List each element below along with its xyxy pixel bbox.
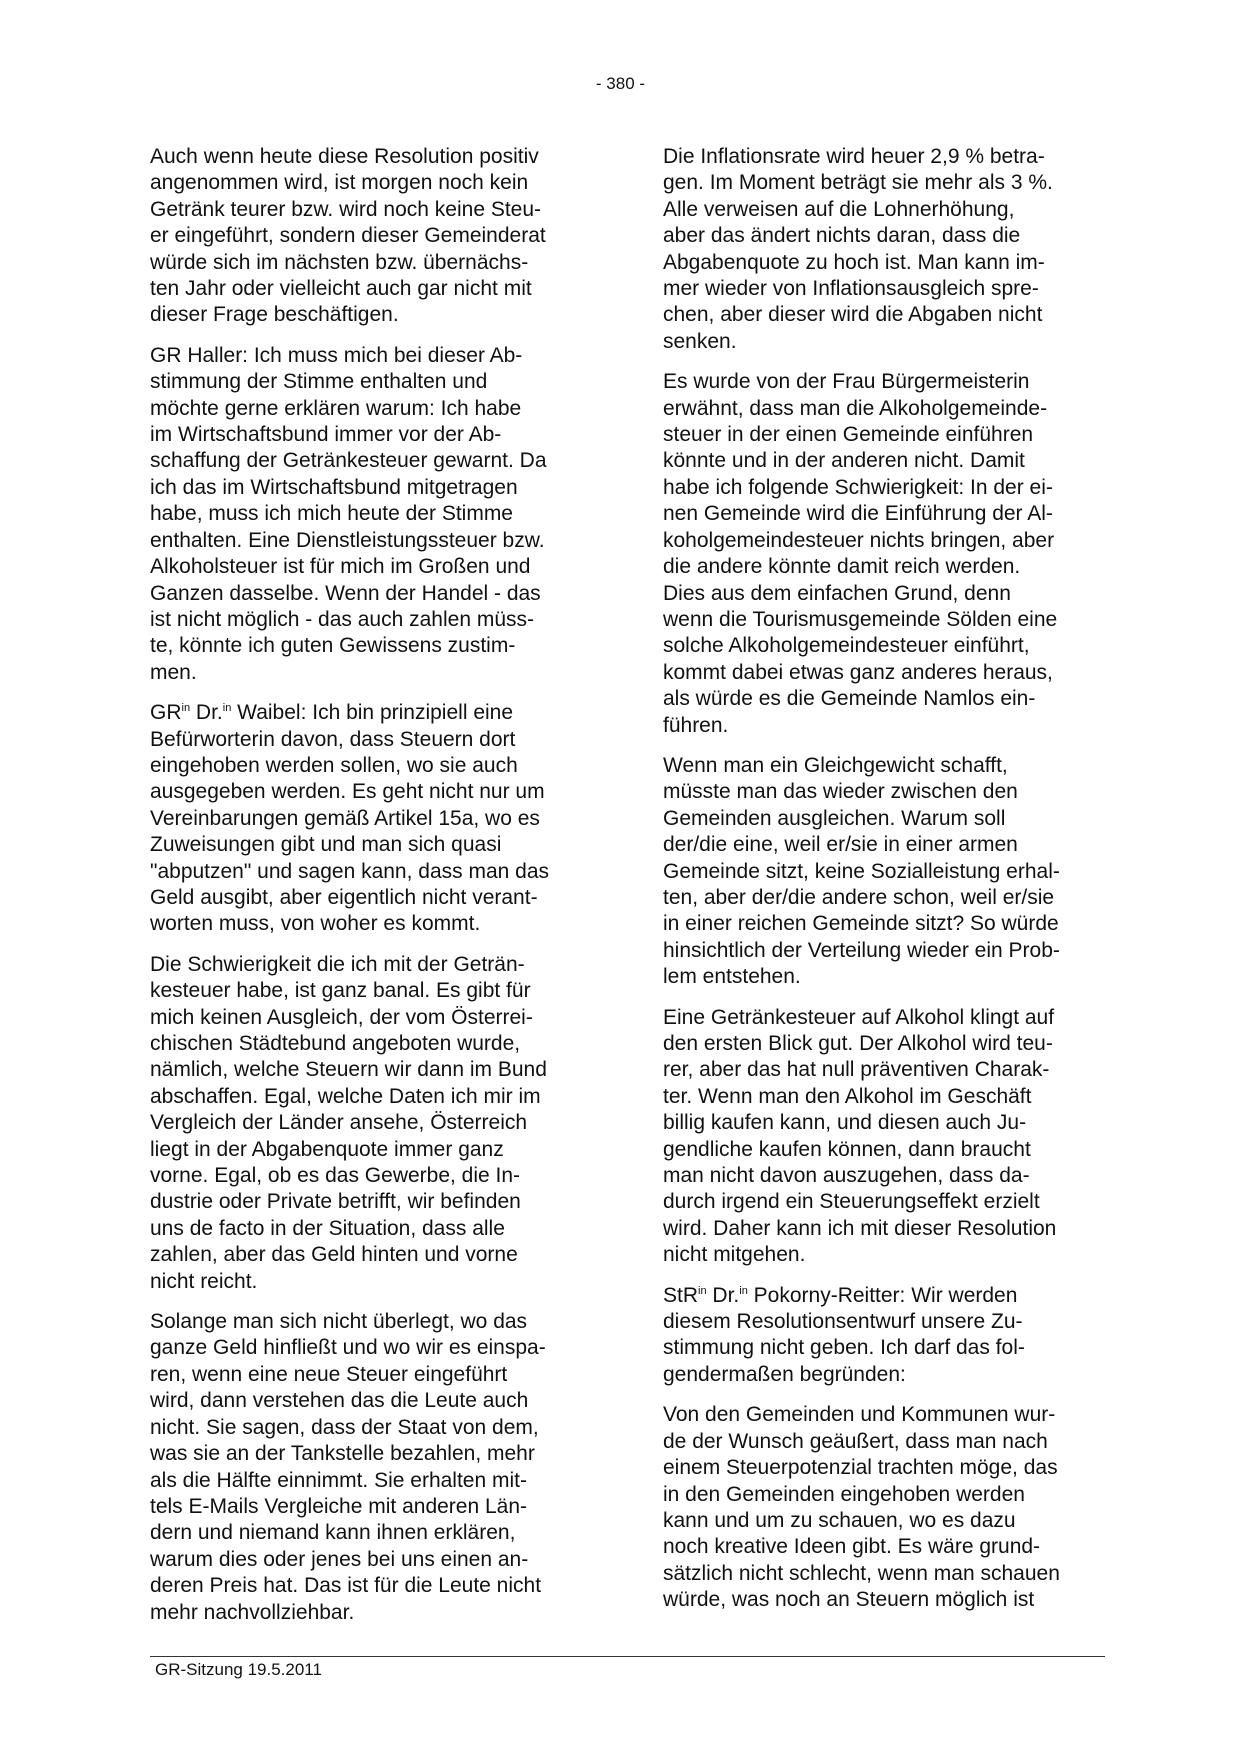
text-line: Eine Getränkesteuer auf Alkohol klingt auf (663, 1005, 1055, 1029)
text-line: kesteuer habe, ist ganz banal. Es gibt für (150, 979, 531, 1003)
paragraph (663, 369, 1123, 739)
footer-divider (150, 1656, 1105, 1657)
text-line: würde, was noch an Steuern möglich ist (663, 1588, 1035, 1612)
text-line: eingehoben werden sollen, wo sie auch (150, 753, 518, 777)
text-line: Es wurde von der Frau Bürgermeisterin (663, 370, 1030, 394)
text-line: chischen Städtebund angeboten wurde, (150, 1032, 521, 1055)
text-line: nicht mitgehen. (663, 1243, 806, 1267)
text-line: in den Gemeinden eingehoben werden (663, 1482, 1025, 1506)
text-line: lem entstehen. (663, 965, 801, 989)
text-line: mich keinen Ausgleich, der vom Österrei- (150, 1005, 533, 1029)
text-line: solche Alkoholgemeindesteuer einführt, (663, 634, 1030, 658)
text-line: Die Schwierigkeit die ich mit der Geträn- (150, 952, 525, 976)
text-line: nen Gemeinde wird die Einführung der Al- (663, 502, 1053, 526)
text-line: Gemeinden ausgleichen. Warum soll (663, 806, 1006, 830)
degree-suffix: in (739, 1284, 748, 1297)
paragraph (663, 753, 1123, 991)
text-line: in einer reichen Gemeinde sitzt? So würde (663, 912, 1059, 936)
text-line: ren, wenn eine neue Steuer eingeführt (150, 1362, 508, 1386)
text-line: kommt dabei etwas ganz anderes heraus, (663, 660, 1053, 684)
paragraph (663, 144, 1123, 355)
text-line: abschaffen. Egal, welche Daten ich mir im (150, 1084, 541, 1108)
line-text: Wir werden (905, 1283, 1018, 1307)
text-line: ten Jahr oder vielleicht auch gar nicht mit (150, 277, 532, 301)
text-line: Ganzen dasselbe. Wenn der Handel - das (150, 581, 541, 605)
text-line: de der Wunsch geäußert, dass man nach (663, 1429, 1048, 1453)
text-line: "abputzen" und sagen kann, dass man das (150, 859, 550, 883)
speaker-title: StR (663, 1283, 699, 1307)
text-line: ausgegeben werden. Es geht nicht nur um (150, 780, 545, 804)
text-line: man nicht davon auszugehen, dass da- (663, 1164, 1030, 1188)
text-line: dern und niemand kann ihnen erklären, (150, 1521, 516, 1545)
text-line: Befürworterin davon, dass Steuern dort (150, 727, 516, 751)
text-line: Vereinbarungen gemäß Artikel 15a, wo es (150, 806, 540, 830)
paragraph (663, 1005, 1123, 1269)
speaker-degree: Dr. (712, 1283, 740, 1307)
text-line: Abgabenquote zu hoch ist. Man kann im- (663, 250, 1045, 274)
text-line: Vergleich der Länder ansehe, Österreich (150, 1111, 528, 1135)
page-number: - 380 - (595, 74, 646, 93)
text-line: stimmung nicht geben. Ich darf das fol- (663, 1336, 1025, 1360)
paragraph (150, 1309, 610, 1626)
footer-text: GR-Sitzung 19.5.2011 (155, 1660, 322, 1679)
text-line: sätzlich nicht schlecht, wenn man schauen (663, 1561, 1060, 1585)
text-line: Von den Gemeinden und Kommunen wur- (663, 1403, 1056, 1427)
text-line: müsste man das wieder zwischen den (663, 780, 1018, 804)
text-line: wird. Daher kann ich mit dieser Resolution (663, 1216, 1057, 1240)
right-column (663, 144, 1123, 1628)
text-line: führen. (663, 713, 729, 737)
text-line: gendliche kaufen können, dann braucht (663, 1137, 1031, 1161)
text-line: als die Hälfte einnimmt. Sie erhalten mit- (150, 1468, 527, 1492)
text-line: zahlen, aber das Geld hinten und vorne (150, 1243, 518, 1267)
text-line: liegt in der Abgabenquote immer ganz (150, 1137, 504, 1161)
text-line: ter. Wenn man den Alkohol im Geschäft (663, 1084, 1032, 1108)
text-line: der/die eine, weil er/sie in einer armen (663, 833, 1018, 857)
text-line: wird, dann verstehen das die Leute auch (150, 1389, 529, 1413)
text-line: schaffung der Getränkesteuer gewarnt. Da (150, 449, 547, 473)
text-line: Solange man sich nicht überlegt, wo das (150, 1310, 528, 1334)
text-line: senken. (663, 329, 737, 353)
text-line: ten, aber der/die andere schon, weil er/sie (663, 885, 1055, 909)
text-line: Geld ausgibt, aber eigentlich nicht verant- (150, 885, 538, 909)
text-line: was sie an der Tankstelle bezahlen, mehr (150, 1442, 535, 1466)
text-line: dustrie oder Private betrifft, wir befinden (150, 1190, 521, 1214)
text-line: nicht. Sie sagen, dass der Staat von dem, (150, 1415, 539, 1439)
text-line: Auch wenn heute diese Resolution positiv (150, 145, 539, 168)
text-line: könnte und in der anderen nicht. Damit (663, 449, 1025, 473)
paragraph (150, 343, 610, 686)
text-line (663, 1283, 1123, 1309)
speaker-name: Pokorny-Reitter: (753, 1283, 906, 1307)
text-line: erwähnt, dass man die Alkoholgemeinde- (663, 396, 1048, 420)
text-line: aber das ändert nichts daran, dass die (663, 224, 1021, 248)
text-line: Getränk teurer bzw. wird noch keine Steu- (150, 197, 542, 221)
text-line (150, 700, 610, 726)
text-line: Alkoholsteuer ist für mich im Großen und (150, 555, 531, 579)
text-line: habe, muss ich mich heute der Stimme (150, 502, 513, 526)
paragraph (150, 952, 610, 1295)
text-line: er eingeführt, sondern dieser Gemeinderat (150, 224, 546, 248)
left-column (150, 144, 610, 1640)
line-text: Ich bin prinzipiell eine (306, 701, 514, 725)
title-suffix: in (698, 1284, 707, 1297)
text-line: Zuweisungen gibt und man sich quasi (150, 833, 502, 857)
text-line: Gemeinde sitzt, keine Sozialleistung erhal- (663, 859, 1060, 883)
text-line: men. (150, 660, 197, 684)
text-line: gen. Im Moment beträgt sie mehr als 3 %. (663, 171, 1053, 195)
text-line: enthalten. Eine Dienstleistungssteuer bzw. (150, 528, 545, 552)
text-line: ich das im Wirtschaftsbund mitgetragen (150, 475, 518, 499)
text-line: einem Steuerpotenzial trachten möge, das (663, 1456, 1058, 1480)
text-line: ist nicht möglich - das auch zahlen müss- (150, 607, 534, 631)
speaker-name: Waibel: (237, 701, 307, 725)
paragraph (663, 1402, 1123, 1613)
text-line: rer, aber das hat null präventiven Charak- (663, 1058, 1050, 1082)
text-line: billig kaufen kann, und diesen auch Ju- (663, 1111, 1027, 1135)
text-line: im Wirtschaftsbund immer vor der Ab- (150, 423, 502, 447)
text-line: uns de facto in der Situation, dass alle (150, 1216, 505, 1240)
text-line: Dies aus dem einfachen Grund, denn (663, 581, 1011, 605)
text-line: wenn die Tourismusgemeinde Sölden eine (663, 607, 1058, 631)
paragraph (663, 1283, 1123, 1389)
speaker-degree: Dr. (195, 701, 223, 725)
degree-suffix: in (222, 702, 232, 715)
text-line: diesem Resolutionsentwurf unsere Zu- (663, 1310, 1023, 1334)
text-line: koholgemeindesteuer nichts bringen, aber (663, 528, 1055, 552)
text-line: hinsichtlich der Verteilung wieder ein Prob- (663, 938, 1060, 962)
text-line: gendermaßen begründen: (663, 1362, 906, 1386)
speaker-title: GR (150, 701, 182, 725)
text-line: nämlich, welche Steuern wir dann im Bund (150, 1058, 547, 1082)
text-line: möchte gerne erklären warum: Ich habe (150, 396, 522, 420)
text-line: te, könnte ich guten Gewissens zustim- (150, 634, 516, 658)
text-line: stimmung der Stimme enthalten und (150, 370, 488, 394)
text-line: steuer in der einen Gemeinde einführen (663, 423, 1034, 447)
text-line: mer wieder von Inflationsausgleich spre- (663, 277, 1039, 301)
text-line: kann und um zu schauen, wo es dazu (663, 1508, 1016, 1532)
text-line: dieser Frage beschäftigen. (150, 303, 399, 327)
text-line: noch kreative Ideen gibt. Es wäre grund- (663, 1535, 1041, 1559)
paragraph (150, 700, 610, 938)
text-line: tels E-Mails Vergleiche mit anderen Län- (150, 1494, 528, 1518)
text-line: worten muss, von woher es kommt. (150, 912, 481, 936)
text-line: vorne. Egal, ob es das Gewerbe, die In- (150, 1164, 521, 1188)
text-line: deren Preis hat. Das ist für die Leute nicht (150, 1574, 542, 1598)
text-line: würde sich im nächsten bzw. übernächs- (150, 250, 529, 274)
title-suffix: in (181, 702, 191, 715)
text-line: als würde es die Gemeinde Namlos ein- (663, 687, 1036, 711)
paragraph (150, 144, 610, 329)
text-line: angenommen wird, ist morgen noch kein (150, 171, 529, 195)
text-line: ganze Geld hinfließt und wo wir es einspa- (150, 1336, 546, 1360)
text-line: Wenn man ein Gleichgewicht schafft, (663, 753, 1008, 777)
text-line: GR Haller: Ich muss mich bei dieser Ab- (150, 343, 523, 367)
text-line: habe ich folgende Schwierigkeit: In der ei- (663, 475, 1053, 499)
text-line: warum dies oder jenes bei uns einen an- (150, 1547, 529, 1571)
text-line: chen, aber dieser wird die Abgaben nicht (663, 303, 1043, 327)
text-line: nicht reicht. (150, 1269, 258, 1293)
text-line: die andere könnte damit reich werden. (663, 555, 1021, 579)
text-line: durch irgend ein Steuerungseffekt erzielt (663, 1190, 1040, 1214)
text-line: Die Inflationsrate wird heuer 2,9 % betra- (663, 145, 1045, 168)
text-line: mehr nachvollziehbar. (150, 1600, 355, 1624)
text-line: den ersten Blick gut. Der Alkohol wird teu- (663, 1032, 1053, 1055)
text-line: Alle verweisen auf die Lohnerhöhung, (663, 197, 1015, 221)
